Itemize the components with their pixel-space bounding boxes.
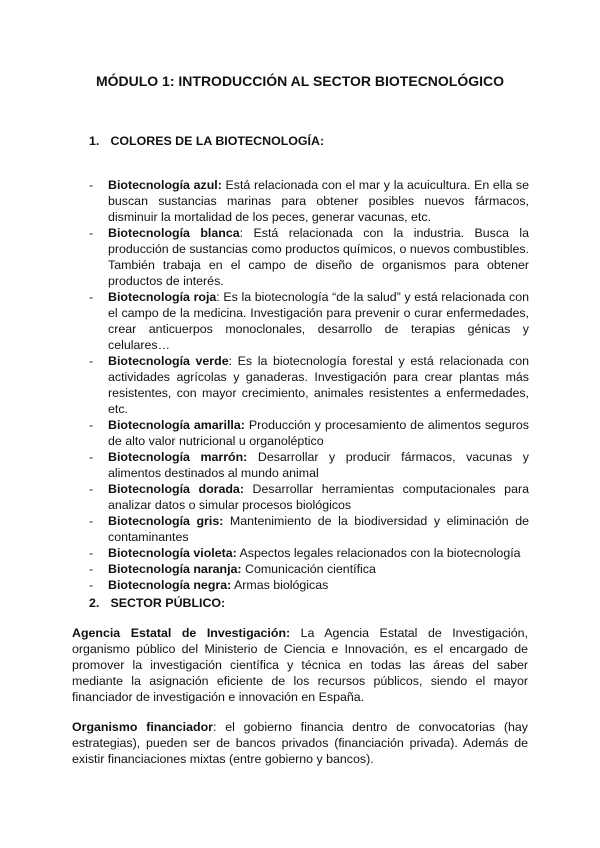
description: Comunicación científica	[241, 562, 376, 576]
term: Biotecnología violeta:	[108, 546, 237, 560]
section-heading-text: SECTOR PÚBLICO:	[110, 596, 226, 610]
description: Está relacionada con el mar y la acuicultura. En ella se buscan sustancias marinas para obtener posibles nuevos fármacos, disminuir la mortalidad de los peces, generar vacunas, etc.	[108, 178, 529, 224]
term: Organismo financiador	[72, 720, 213, 734]
bullet-dash: -	[89, 450, 94, 464]
section-heading-sector-publico	[89, 595, 225, 611]
bullet-dash: -	[89, 562, 94, 576]
bullet-dash: -	[89, 178, 94, 192]
section-heading-colores	[89, 133, 324, 149]
list-item-marron	[89, 449, 529, 481]
description: : Está relacionada con la industria. Busca la producción de sustancias como productos químicos, o nuevos combustibles. También trabaja en el campo de diseño de organismos para obtener productos de interés.	[108, 226, 529, 288]
term: Biotecnología negra:	[108, 578, 232, 592]
bullet-dash: -	[89, 226, 94, 240]
bullet-dash: -	[89, 354, 94, 368]
description: Desarrollar y producir fármacos, vacunas y alimentos destinados al mundo animal	[108, 450, 529, 480]
section-number: 1.	[89, 134, 100, 148]
description: Mantenimiento de la biodiversidad y eliminación de contaminantes	[108, 514, 529, 544]
description: : el gobierno financia dentro de convocatorias (hay estrategias), pueden ser de bancos privados (financiación privada). Además de existir financiaciones mixtas (entre gobierno y bancos).	[72, 720, 528, 766]
paragraph-agencia-estatal	[72, 625, 528, 705]
term: Biotecnología dorada:	[108, 482, 244, 496]
list-item-blanca	[89, 225, 529, 289]
section-number: 2.	[89, 596, 100, 610]
term: Biotecnología marrón:	[108, 450, 248, 464]
section-heading-text: COLORES DE LA BIOTECNOLOGÍA:	[110, 134, 325, 148]
description: : Es la biotecnología “de la salud” y está relacionada con el campo de la medicina. Investigación para prevenir o curar enfermedades, crear anticuerpos monoclonales, desarrollo de terapias génicas y celulares…	[108, 290, 529, 352]
bullet-dash: -	[89, 482, 94, 496]
list-item-negra	[89, 577, 529, 593]
list-item-verde	[89, 353, 529, 417]
list-item-dorada	[89, 481, 529, 513]
paragraph-organismo-financiador	[72, 719, 528, 767]
bullet-dash: -	[89, 418, 94, 432]
description: Producción y procesamiento de alimentos seguros de alto valor nutricional u organoléptico	[108, 418, 529, 448]
list-item-gris	[89, 513, 529, 545]
bullet-dash: -	[89, 290, 94, 304]
description: Desarrollar herramientas computacionales para analizar datos o simular procesos biológicos	[108, 482, 529, 512]
description: Aspectos legales relacionados con la biotecnología	[236, 546, 521, 560]
term: Biotecnología naranja:	[108, 562, 242, 576]
list-item-naranja	[89, 561, 529, 577]
description: La Agencia Estatal de Investigación, organismo público del Ministerio de Ciencia e Innovación, es el encargado de promover la investigación científica y técnica en todas las áreas del saber mediante la asignación eficiente de los recursos públicos, siendo el mayor financiador de investigación e innovación en España.	[72, 626, 528, 704]
bullet-dash: -	[89, 546, 94, 560]
term: Biotecnología roja	[108, 290, 217, 304]
list-item-violeta	[89, 545, 529, 561]
bullet-dash: -	[89, 514, 94, 528]
list-item-amarilla	[89, 417, 529, 449]
term: Biotecnología amarilla:	[108, 418, 245, 432]
biotech-colors-list	[89, 177, 529, 593]
bullet-dash: -	[89, 578, 94, 592]
list-item-azul	[89, 177, 529, 225]
term: Biotecnología gris:	[108, 514, 224, 528]
term: Biotecnología verde	[108, 354, 229, 368]
term: Agencia Estatal de Investigación:	[72, 626, 291, 640]
term: Biotecnología azul:	[108, 178, 222, 192]
term: Biotecnología blanca	[108, 226, 240, 240]
list-item-roja	[89, 289, 529, 353]
description: : Es la biotecnología forestal y está relacionada con actividades agrícolas y ganaderas. Investigación para crear plantas más resistentes, con mayor crecimiento, animales resistentes a enfermedades, etc.	[108, 354, 529, 416]
description: Armas biológicas	[231, 578, 329, 592]
page-title: MÓDULO 1: INTRODUCCIÓN AL SECTOR BIOTECNOLÓGICO	[95, 73, 505, 89]
